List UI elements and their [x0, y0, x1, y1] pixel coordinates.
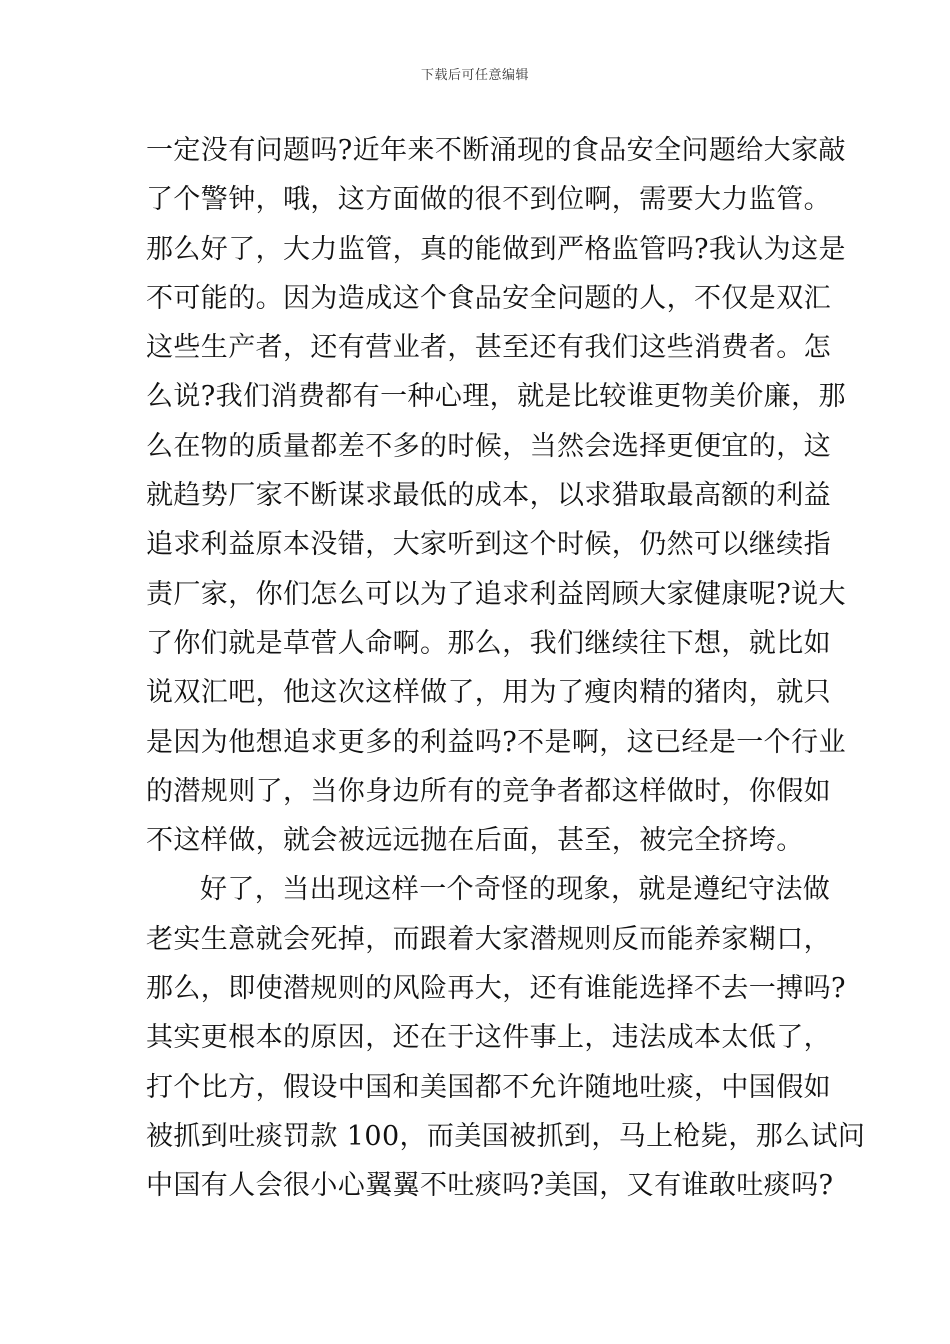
- paragraph-1: [146, 126, 846, 865]
- text-line: 这些生产者，还有营业者，甚至还有我们这些消费者。怎: [146, 332, 831, 364]
- text-line: 追求利益原本没错，大家听到这个时候，仍然可以继续指: [146, 529, 831, 561]
- text-line: 说双汇吧，他这次这样做了，用为了瘦肉精的猪肉，就只: [146, 677, 831, 709]
- text-line: 了个警钟，哦，这方面做的很不到位啊，需要大力监管。: [146, 184, 831, 216]
- page-header: 下载后可任意编辑: [420, 68, 529, 83]
- text-line: 中国有人会很小心翼翼不吐痰吗?美国，又有谁敢吐痰吗?: [146, 1170, 834, 1202]
- text-line: 老实生意就会死掉，而跟着大家潜规则反而能养家糊口，: [146, 923, 831, 955]
- text-line: 么说?我们消费都有一种心理，就是比较谁更物美价廉，那: [146, 381, 846, 413]
- document-body: [146, 126, 866, 1211]
- text-line: 就趋势厂家不断谋求最低的成本，以求猎取最高额的利益: [146, 480, 831, 512]
- text-line: 不可能的。因为造成这个食品安全问题的人，不仅是双汇: [146, 282, 831, 314]
- text-line: 么在物的质量都差不多的时候，当然会选择更便宜的，这: [146, 430, 831, 462]
- text-line: 其实更根本的原因，还在于这件事上，违法成本太低了，: [146, 1022, 831, 1054]
- text-line: 不这样做，就会被远远抛在后面，甚至，被完全挤垮。: [146, 825, 804, 857]
- text-line: 打个比方，假设中国和美国都不允许随地吐痰，中国假如: [146, 1071, 831, 1103]
- text-line: 好了，当出现这样一个奇怪的现象，就是遵纪守法做: [200, 874, 831, 906]
- text-line: 被抓到吐痰罚款 100，而美国被抓到，马上枪毙，那么试问: [146, 1120, 866, 1152]
- text-line: 的潜规则了，当你身边所有的竞争者都这样做时，你假如: [146, 775, 831, 807]
- text-line: 了你们就是草菅人命啊。那么，我们继续往下想，就比如: [146, 627, 831, 659]
- paragraph-2: [146, 865, 866, 1210]
- text-line: 那么好了，大力监管，真的能做到严格监管吗?我认为这是: [146, 233, 846, 265]
- text-line: 一定没有问题吗?近年来不断涌现的食品安全问题给大家敲: [146, 135, 846, 166]
- text-line: 是因为他想追求更多的利益吗?不是啊，这已经是一个行业: [146, 726, 846, 758]
- text-line: 那么，即使潜规则的风险再大，还有谁能选择不去一搏吗?: [146, 973, 846, 1005]
- text-line: 责厂家，你们怎么可以为了追求利益罔顾大家健康呢?说大: [146, 578, 846, 610]
